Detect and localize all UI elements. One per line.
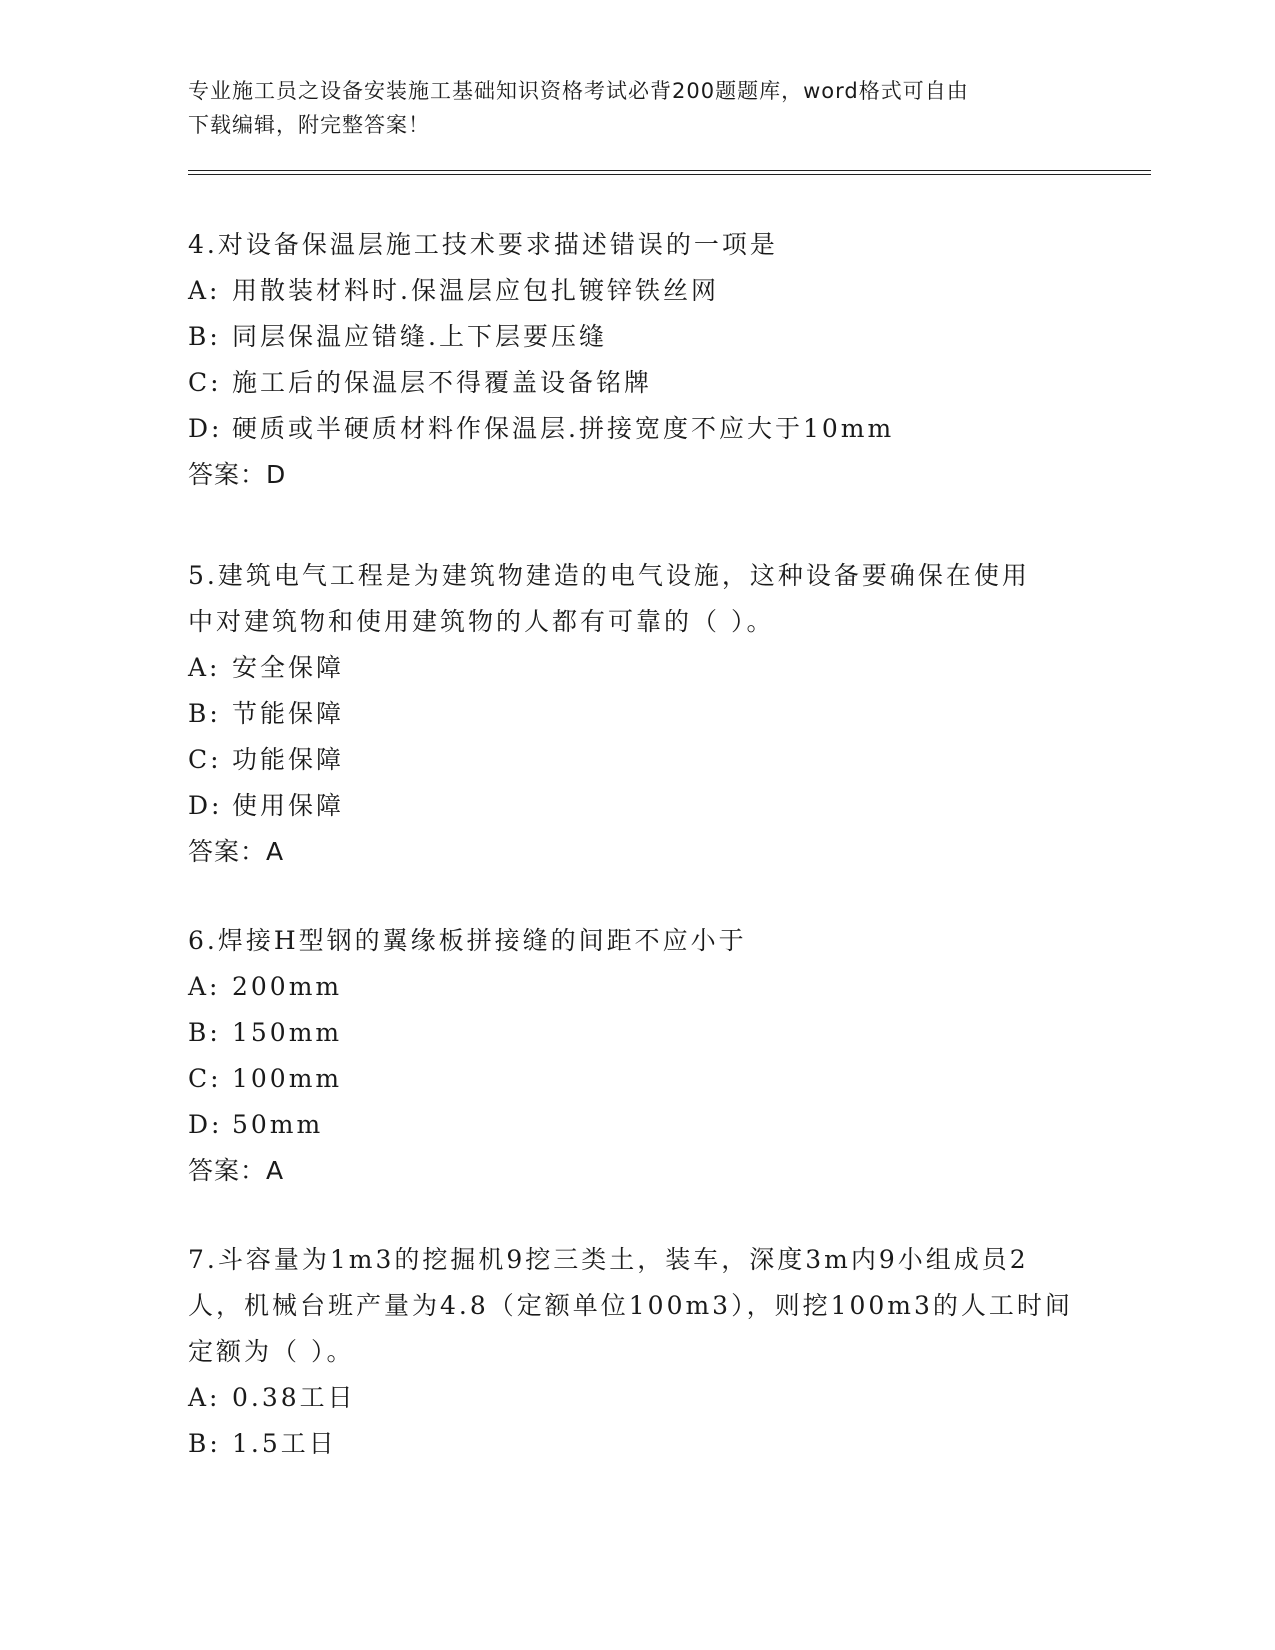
option-text: 安全保障 [232,653,345,682]
option-key: C: [188,368,222,397]
option-b [188,314,1088,360]
option-text: 同层保温应错缝.上下层要压缝 [232,322,607,351]
question-4 [188,222,1088,498]
option-text: 功能保障 [232,745,345,774]
option-text: 节能保障 [232,699,345,728]
option-text: 200mm [232,972,343,1001]
question-stem: 人，机械台班产量为4.8（定额单位100m3），则挖100m3的人工时间 [188,1291,1073,1320]
option-text: 硬质或半硬质材料作保温层.拼接宽度不应大于10mm [232,414,895,443]
option-a [188,645,1088,691]
option-b [188,691,1088,737]
option-text: 0.38工日 [232,1383,356,1412]
header-line-1: 专业施工员之设备安装施工基础知识资格考试必背200题题库，word格式可自由 [188,79,969,103]
option-text: 施工后的保温层不得覆盖设备铭牌 [232,368,653,397]
option-key: B: [188,1018,221,1047]
option-key: B: [188,322,221,351]
option-b [188,1421,1088,1467]
answer: 答案：A [188,837,285,866]
question-stem: 7.斗容量为1m3的挖掘机9挖三类土，装车，深度3m内9小组成员2 [188,1245,1029,1274]
option-key: D: [188,1110,223,1139]
option-key: D: [188,791,223,820]
answer: 答案：D [188,460,287,489]
option-c [188,360,1088,406]
option-text: 使用保障 [232,791,345,820]
option-text: 50mm [232,1110,324,1139]
question-stem: 6.焊接H型钢的翼缘板拼接缝的间距不应小于 [188,926,747,955]
option-key: B: [188,699,221,728]
option-text: 100mm [232,1064,343,1093]
option-c [188,1056,1088,1102]
option-d [188,783,1088,829]
question-stem: 5.建筑电气工程是为建筑物建造的电气设施，这种设备要确保在使用 [188,561,1030,590]
document-header [188,74,1088,142]
option-a [188,964,1088,1010]
option-key: A: [188,276,221,305]
option-key: A: [188,1383,221,1412]
header-line-2: 下载编辑，附完整答案！ [188,113,430,137]
option-d [188,1102,1088,1148]
option-key: B: [188,1429,221,1458]
option-key: C: [188,745,222,774]
question-7 [188,1237,1088,1467]
question-6 [188,918,1088,1194]
option-text: 150mm [232,1018,343,1047]
option-key: A: [188,653,221,682]
option-key: C: [188,1064,222,1093]
question-5 [188,553,1088,875]
answer: 答案：A [188,1156,285,1185]
option-text: 用散装材料时.保温层应包扎镀锌铁丝网 [232,276,719,305]
question-stem: 4.对设备保温层施工技术要求描述错误的一项是 [188,230,778,259]
header-divider-bottom [188,174,1151,175]
option-text: 1.5工日 [232,1429,337,1458]
header-divider-top [188,170,1151,171]
option-key: D: [188,414,223,443]
option-a [188,268,1088,314]
option-d [188,406,1088,452]
question-stem: 中对建筑物和使用建筑物的人都有可靠的（ ）。 [188,607,775,636]
option-key: A: [188,972,221,1001]
option-c [188,737,1088,783]
option-b [188,1010,1088,1056]
question-stem: 定额为（ ）。 [188,1337,355,1366]
option-a [188,1375,1088,1421]
